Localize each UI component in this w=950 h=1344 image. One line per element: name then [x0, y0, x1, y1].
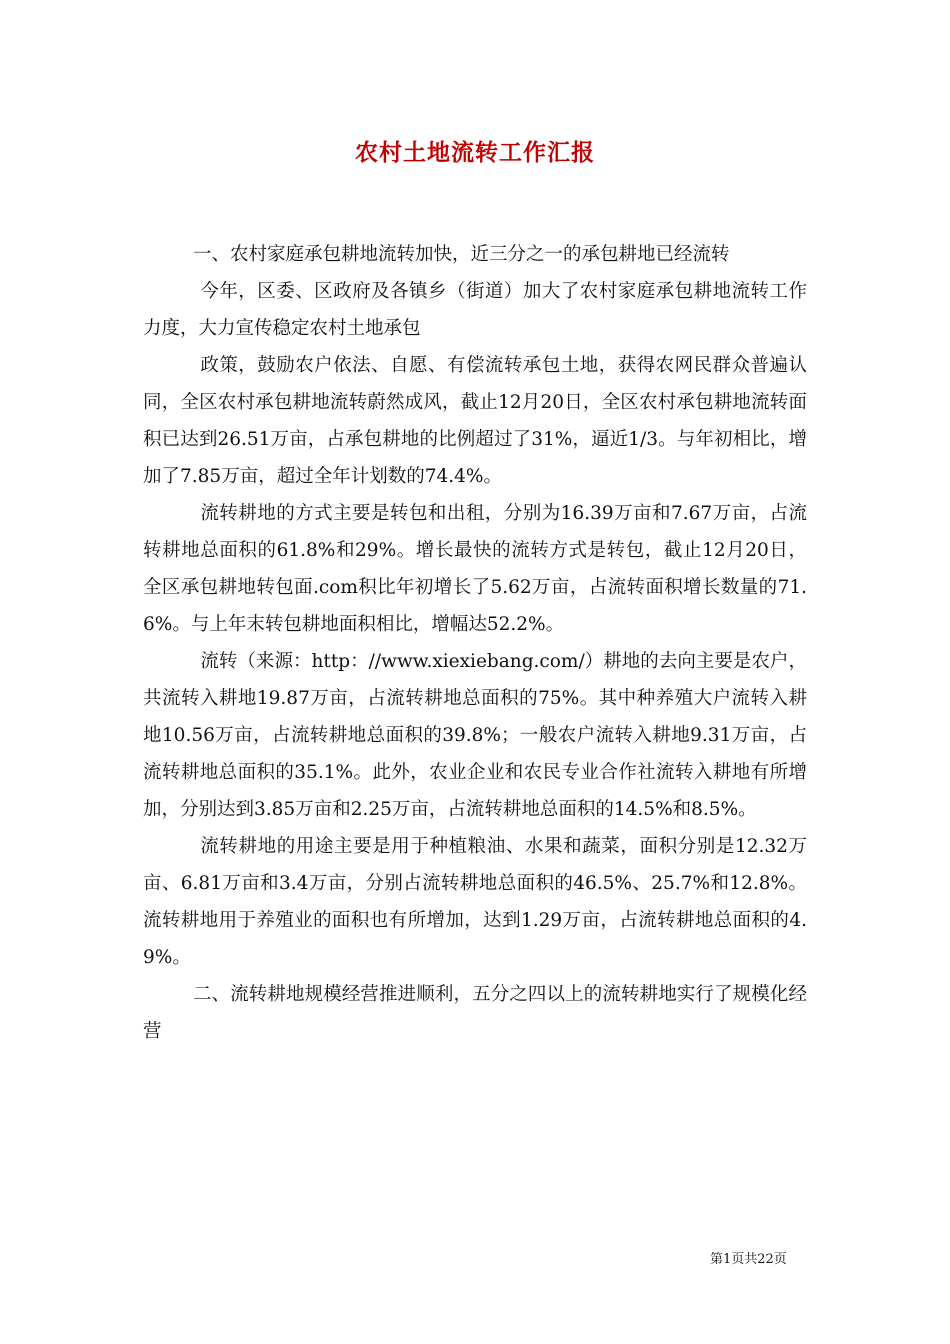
paragraph-usage: 流转耕地的用途主要是用于种植粮油、水果和蔬菜，面积分别是12.32万亩、6.81万亩和3.4万亩，分别占流转耕地总面积的46.5%、25.7%和12.8%。流转耕地用于养殖业的面积也有所增加，达到1.29万亩，占流转耕地总面积的4.9%。 [143, 836, 807, 968]
section-heading-1: 一、农村家庭承包耕地流转加快，近三分之一的承包耕地已经流转 [192, 244, 730, 265]
paragraph-policy: 政策，鼓励农户依法、自愿、有偿流转承包土地，获得农网民群众普遍认同，全区农村承包耕地流转蔚然成风，截止12月20日，全区农村承包耕地流转面积已达到26.51万亩，占承包耕地的比例超过了31%，逼近1/3。与年初相比，增加了7.85万亩，超过全年计划数的74.4%。 [143, 355, 807, 487]
paragraph-destination: 流转（来源：http：//www.xiexiebang.com/）耕地的去向主要是农户，共流转入耕地19.87万亩，占流转耕地总面积的75%。其中种养殖大户流转入耕地10.56万亩，占流转耕地总面积的39.8%；一般农户流转入耕地9.31万亩，占流转耕地总面积的35.1%。此外，农业企业和农民专业合作社流转入耕地有所增加，分别达到3.85万亩和2.25万亩，占流转耕地总面积的14.5%和8.5%。 [143, 651, 807, 820]
paragraph-intro: 今年，区委、区政府及各镇乡（街道）加大了农村家庭承包耕地流转工作力度，大力宣传稳定农村土地承包 [143, 281, 807, 339]
document-body [143, 236, 807, 1050]
paragraph-methods: 流转耕地的方式主要是转包和出租，分别为16.39万亩和7.67万亩，占流转耕地总面积的61.8%和29%。增长最快的流转方式是转包，截止12月20日，全区承包耕地转包面.com积比年初增长了5.62万亩，占流转面积增长数量的71.6%。与上年末转包耕地面积相比，增幅达52.2%。 [143, 503, 807, 635]
section-heading-2: 二、流转耕地规模经营推进顺利，五分之四以上的流转耕地实行了规模化经营 [143, 984, 807, 1042]
document-title: 农村土地流转工作汇报 [355, 139, 595, 166]
page-number: 第1页共22页 [710, 1252, 787, 1267]
